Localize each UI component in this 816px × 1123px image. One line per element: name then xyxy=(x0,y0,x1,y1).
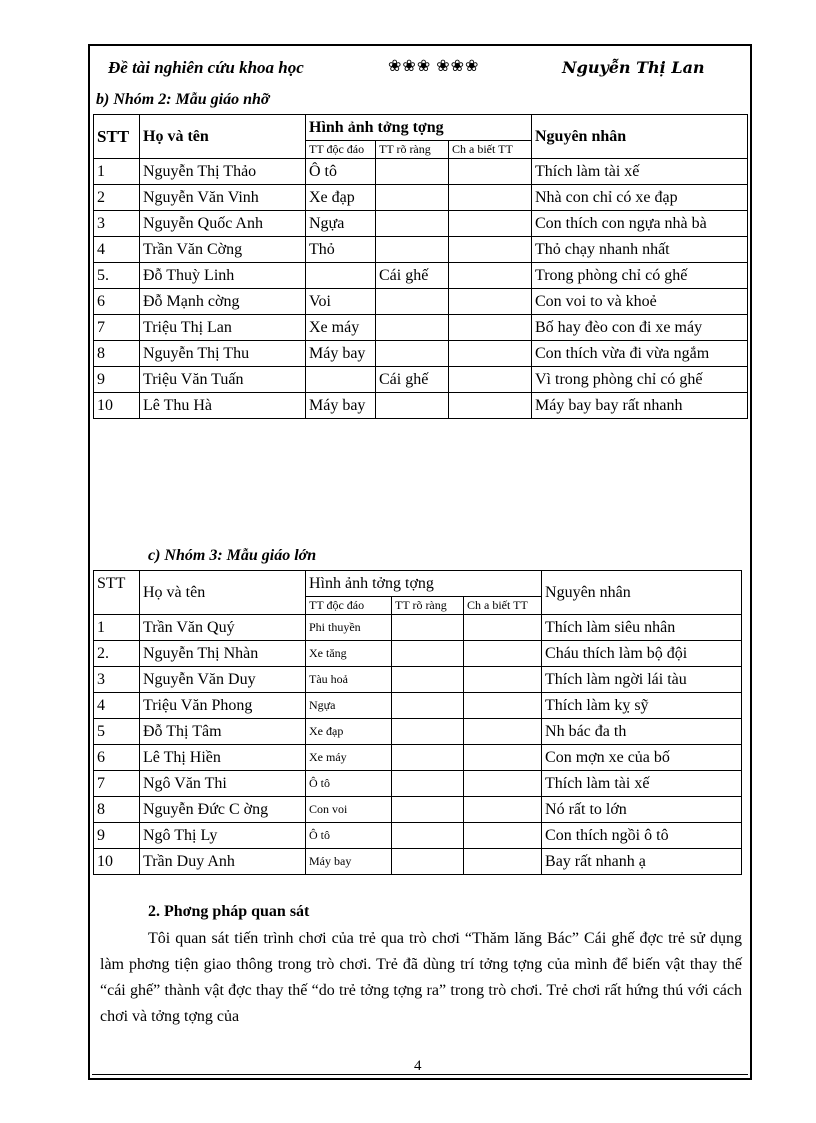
cell-stt: 1 xyxy=(94,159,140,185)
cell-reason: Thích làm tài xế xyxy=(532,159,748,185)
header-topic: Đề tài nghiên cứu khoa học xyxy=(108,58,304,77)
table-row xyxy=(94,315,748,341)
cell-unique: Thỏ xyxy=(306,237,376,263)
group3-table xyxy=(93,570,742,875)
cell-clear xyxy=(376,185,449,211)
cell-clear xyxy=(376,393,449,419)
table-row xyxy=(94,341,748,367)
cell-unknown xyxy=(449,341,532,367)
cell-unknown xyxy=(449,367,532,393)
cell-reason: Nó rất to lớn xyxy=(542,797,742,823)
cell-name: Lê Thu Hà xyxy=(140,393,306,419)
table-row xyxy=(94,771,742,797)
cell-unknown xyxy=(449,263,532,289)
cell-name: Đỗ Thuỳ Linh xyxy=(140,263,306,289)
cell-unique: Ô tô xyxy=(306,823,392,849)
group3-title: c) Nhóm 3: Mẫu giáo lớn xyxy=(148,547,317,564)
table-row xyxy=(94,849,742,875)
cell-unique: Con voi xyxy=(306,797,392,823)
table-row xyxy=(94,237,748,263)
cell-unknown xyxy=(464,797,542,823)
cell-clear: Cái ghế xyxy=(376,263,449,289)
header-unknown: Ch a biết TT xyxy=(449,141,532,159)
cell-name: Ngô Văn Thi xyxy=(140,771,306,797)
cell-reason: Con thích ngồi ô tô xyxy=(542,823,742,849)
cell-name: Nguyễn Quốc Anh xyxy=(140,211,306,237)
cell-unknown xyxy=(464,823,542,849)
cell-unique: Xe đạp xyxy=(306,719,392,745)
table-row xyxy=(94,615,742,641)
header-reason: Nguyên nhân xyxy=(542,571,742,615)
cell-unknown xyxy=(464,693,542,719)
cell-stt: 6 xyxy=(94,745,140,771)
table-row xyxy=(94,797,742,823)
cell-name: Triệu Thị Lan xyxy=(140,315,306,341)
cell-unknown xyxy=(464,667,542,693)
cell-unknown xyxy=(449,393,532,419)
cell-reason: Bay rất nhanh ạ xyxy=(542,849,742,875)
cell-reason: Con mợn xe của bố xyxy=(542,745,742,771)
cell-name: Nguyễn Thị Thu xyxy=(140,341,306,367)
cell-clear xyxy=(376,159,449,185)
cell-reason: Con thích con ngựa nhà bà xyxy=(532,211,748,237)
cell-unknown xyxy=(464,719,542,745)
cell-unknown xyxy=(464,615,542,641)
table-row xyxy=(94,693,742,719)
header-image: Hình ảnh tởng tợng xyxy=(306,115,532,141)
cell-unique xyxy=(306,263,376,289)
cell-stt: 10 xyxy=(94,849,140,875)
header-unknown: Ch a biết TT xyxy=(464,597,542,615)
cell-unique xyxy=(306,367,376,393)
cell-clear xyxy=(376,237,449,263)
cell-reason: Con voi to và khoẻ xyxy=(532,289,748,315)
cell-unique: Xe đạp xyxy=(306,185,376,211)
cell-reason: Thích làm siêu nhân xyxy=(542,615,742,641)
header-ornament: ❀❀❀ ❀❀❀ xyxy=(388,58,480,75)
table-row xyxy=(94,393,748,419)
cell-name: Triệu Văn Phong xyxy=(140,693,306,719)
cell-reason: Nh bác đa th xyxy=(542,719,742,745)
page-header xyxy=(100,56,740,82)
cell-unique: Tàu hoả xyxy=(306,667,392,693)
cell-clear xyxy=(392,849,464,875)
cell-stt: 4 xyxy=(94,693,140,719)
page-number: 4 xyxy=(414,1058,422,1074)
table-row xyxy=(94,823,742,849)
table-row xyxy=(94,211,748,237)
header-clear: TT rõ ràng xyxy=(376,141,449,159)
cell-name: Nguyễn Thị Nhàn xyxy=(140,641,306,667)
cell-unique: Ngựa xyxy=(306,693,392,719)
cell-clear xyxy=(376,211,449,237)
cell-name: Nguyễn Văn Duy xyxy=(140,667,306,693)
cell-unknown xyxy=(464,745,542,771)
cell-unique: Máy bay xyxy=(306,341,376,367)
cell-stt: 3 xyxy=(94,211,140,237)
cell-clear xyxy=(392,719,464,745)
cell-unknown xyxy=(449,315,532,341)
cell-stt: 2 xyxy=(94,185,140,211)
table-row xyxy=(94,185,748,211)
cell-clear xyxy=(376,341,449,367)
cell-stt: 8 xyxy=(94,797,140,823)
cell-clear xyxy=(392,823,464,849)
cell-unknown xyxy=(464,771,542,797)
table-row xyxy=(94,641,742,667)
cell-unique: Phi thuyền xyxy=(306,615,392,641)
cell-name: Trần Văn Cờng xyxy=(140,237,306,263)
cell-stt: 9 xyxy=(94,367,140,393)
cell-name: Lê Thị Hiền xyxy=(140,745,306,771)
header-stt: STT xyxy=(94,115,140,159)
cell-clear xyxy=(376,315,449,341)
cell-clear xyxy=(392,745,464,771)
group2-title: b) Nhóm 2: Mẫu giáo nhỡ xyxy=(96,91,270,108)
cell-unique: Xe máy xyxy=(306,745,392,771)
cell-stt: 1 xyxy=(94,615,140,641)
table-row xyxy=(94,263,748,289)
cell-unknown xyxy=(464,641,542,667)
cell-name: Triệu Văn Tuấn xyxy=(140,367,306,393)
cell-unknown xyxy=(449,159,532,185)
cell-reason: Nhà con chỉ có xe đạp xyxy=(532,185,748,211)
cell-stt: 7 xyxy=(94,315,140,341)
cell-stt: 5. xyxy=(94,263,140,289)
section2-title: 2. Phơng pháp quan sát xyxy=(148,903,310,920)
header-image: Hình ảnh tởng tợng xyxy=(306,571,542,597)
cell-clear xyxy=(392,693,464,719)
cell-unique: Máy bay xyxy=(306,393,376,419)
group2-table xyxy=(93,114,748,419)
table-row xyxy=(94,289,748,315)
header-unique: TT độc đáo xyxy=(306,597,392,615)
cell-unknown xyxy=(449,289,532,315)
cell-name: Đỗ Mạnh cờng xyxy=(140,289,306,315)
cell-stt: 10 xyxy=(94,393,140,419)
cell-name: Nguyễn Đức C ờng xyxy=(140,797,306,823)
cell-stt: 8 xyxy=(94,341,140,367)
cell-reason: Máy bay bay rất nhanh xyxy=(532,393,748,419)
cell-reason: Bố hay đèo con đi xe máy xyxy=(532,315,748,341)
cell-unique: Voi xyxy=(306,289,376,315)
cell-reason: Thích làm kỵ sỹ xyxy=(542,693,742,719)
cell-name: Đỗ Thị Tâm xyxy=(140,719,306,745)
cell-unknown xyxy=(464,849,542,875)
cell-unknown xyxy=(449,185,532,211)
cell-unique: Ngựa xyxy=(306,211,376,237)
cell-stt: 9 xyxy=(94,823,140,849)
cell-unknown xyxy=(449,211,532,237)
header-reason: Nguyên nhân xyxy=(532,115,748,159)
table-row xyxy=(94,719,742,745)
cell-unique: Xe máy xyxy=(306,315,376,341)
cell-clear xyxy=(392,797,464,823)
header-unique: TT độc đáo xyxy=(306,141,376,159)
cell-reason: Vì trong phòng chỉ có ghế xyxy=(532,367,748,393)
cell-unique: Xe tăng xyxy=(306,641,392,667)
cell-reason: Thích làm tài xế xyxy=(542,771,742,797)
cell-stt: 4 xyxy=(94,237,140,263)
cell-clear: Cái ghế xyxy=(376,367,449,393)
cell-name: Nguyễn Thị Thảo xyxy=(140,159,306,185)
header-author: Nguyễn Thị Lan xyxy=(562,58,705,77)
header-name: Họ và tên xyxy=(140,115,306,159)
cell-name: Trần Duy Anh xyxy=(140,849,306,875)
header-clear: TT rõ ràng xyxy=(392,597,464,615)
cell-stt: 5 xyxy=(94,719,140,745)
cell-reason: Con thích vừa đi vừa ngắm xyxy=(532,341,748,367)
table-row xyxy=(94,367,748,393)
table-row xyxy=(94,159,748,185)
table-row xyxy=(94,667,742,693)
cell-reason: Thỏ chạy nhanh nhất xyxy=(532,237,748,263)
cell-unique: Ô tô xyxy=(306,771,392,797)
cell-stt: 6 xyxy=(94,289,140,315)
section2-body xyxy=(100,926,742,1030)
cell-reason: Trong phòng chỉ có ghế xyxy=(532,263,748,289)
cell-clear xyxy=(376,289,449,315)
header-name: Họ và tên xyxy=(140,571,306,615)
cell-stt: 7 xyxy=(94,771,140,797)
header-stt: STT xyxy=(94,571,140,615)
cell-clear xyxy=(392,641,464,667)
cell-stt: 2. xyxy=(94,641,140,667)
cell-stt: 3 xyxy=(94,667,140,693)
cell-clear xyxy=(392,667,464,693)
cell-unique: Máy bay xyxy=(306,849,392,875)
cell-reason: Cháu thích làm bộ đội xyxy=(542,641,742,667)
cell-reason: Thích làm ngời lái tàu xyxy=(542,667,742,693)
cell-name: Trần Văn Quý xyxy=(140,615,306,641)
section2-paragraph: Tôi quan sát tiến trình chơi của trẻ qua trò chơi “Thăm lăng Bác” Cái ghế đợc trẻ sử dụng làm phơng tiện giao thông trong trò chơi. Trẻ đã dùng trí tởng tợng của mình để biến vật thay thế “cái ghế” thành vật đợc thay thế “do trẻ tởng tợng ra” trong trò chơi. Trẻ chơi rất hứng thú với cách chơi và tởng tợng của xyxy=(100,930,742,1025)
cell-name: Ngô Thị Ly xyxy=(140,823,306,849)
cell-clear xyxy=(392,771,464,797)
cell-unique: Ô tô xyxy=(306,159,376,185)
cell-unknown xyxy=(449,237,532,263)
table-row xyxy=(94,745,742,771)
cell-name: Nguyễn Văn Vinh xyxy=(140,185,306,211)
cell-clear xyxy=(392,615,464,641)
